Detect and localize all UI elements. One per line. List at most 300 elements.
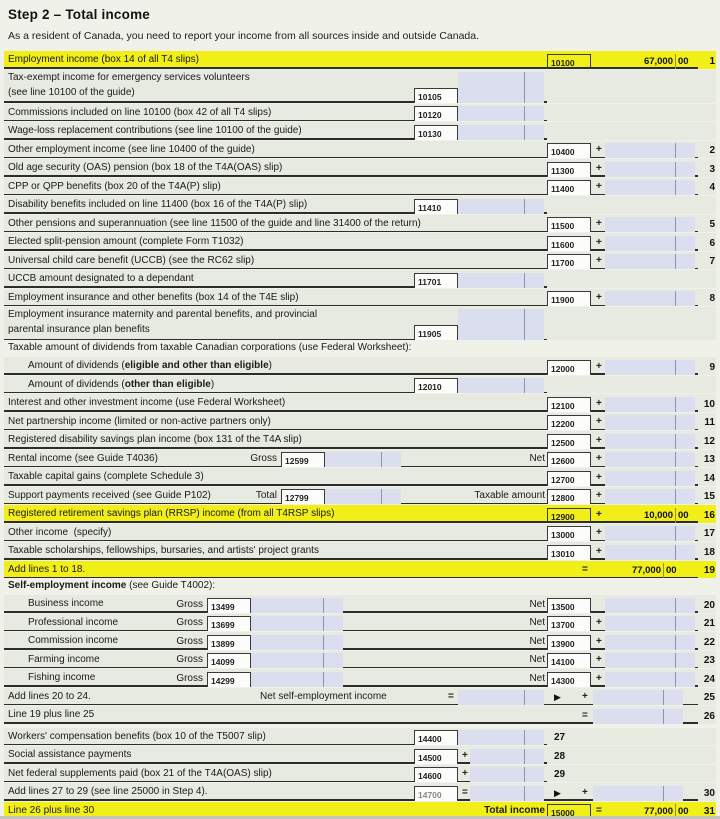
amount-cents xyxy=(524,749,544,764)
amount-cents xyxy=(663,786,683,801)
amount-cents xyxy=(524,690,544,705)
amount-cents xyxy=(675,254,695,269)
amount-field[interactable] xyxy=(605,143,695,158)
row-underline xyxy=(4,373,698,374)
line-code-box: 12010 xyxy=(414,378,458,393)
row-label: Other employment income (see line 10400 of the guide) xyxy=(8,143,255,155)
row-label: Registered disability savings plan income (box 131 of the T4A slip) xyxy=(8,434,302,445)
amount-cents xyxy=(524,730,544,745)
row-label: Employment insurance maternity and parental benefits, and provincial xyxy=(8,309,318,320)
form-row-fishing-income xyxy=(4,669,716,687)
amount-field[interactable] xyxy=(605,54,695,69)
line-number: 15 xyxy=(703,491,715,502)
row-underline xyxy=(4,410,698,411)
row-label: Disability benefits included on line 11400 (box 16 of the T4A(P) slip) xyxy=(8,199,308,210)
operator-sign: + xyxy=(596,144,602,155)
mid-field-label: Gross xyxy=(250,453,277,464)
line-number: 26 xyxy=(703,710,715,722)
row-underline xyxy=(4,249,698,250)
amount-field[interactable] xyxy=(605,217,695,232)
form-row-rental-income xyxy=(4,450,716,468)
amount-field[interactable] xyxy=(605,653,695,668)
amount-field[interactable] xyxy=(325,489,401,504)
amount-cents xyxy=(675,291,695,306)
mid-field-label: Gross xyxy=(176,672,203,684)
form-rows xyxy=(0,51,720,819)
row-label: Add lines 27 to 29 (see line 25000 in Step 4). xyxy=(8,786,208,797)
line-code-box: 14100 xyxy=(547,653,591,668)
amount-cents xyxy=(675,143,695,158)
row-label xyxy=(8,580,215,592)
line-number: 17 xyxy=(703,528,715,539)
amount-field[interactable] xyxy=(458,199,544,214)
line-code-box: 14400 xyxy=(414,730,458,745)
amount-dollars xyxy=(251,598,323,613)
amount-cents: 00 xyxy=(663,563,683,578)
operator-sign: + xyxy=(582,691,588,702)
operator-sign: + xyxy=(596,672,602,684)
form-row-other-employment-income xyxy=(4,141,716,159)
line-number: 12 xyxy=(703,435,715,447)
row-underline xyxy=(4,648,698,649)
amount-cents xyxy=(675,489,695,504)
amount-cents xyxy=(524,106,544,121)
line-number: 5 xyxy=(709,219,715,230)
row-label: Net federal supplements paid (box 21 of the T4A(OAS) slip) xyxy=(8,767,272,779)
amount-cents xyxy=(323,598,343,613)
amount-dollars xyxy=(605,616,675,631)
mid-field-label: Gross xyxy=(176,654,203,665)
operator-sign: + xyxy=(462,749,468,761)
amount-field[interactable] xyxy=(470,767,544,782)
form-row-add-lines-20-24 xyxy=(4,688,716,706)
row-label: Line 19 plus line 25 xyxy=(8,709,95,720)
row-label: Other income (specify) xyxy=(8,526,112,538)
amount-field[interactable] xyxy=(251,672,343,687)
line-number: 28 xyxy=(554,750,566,762)
operator-sign: + xyxy=(596,545,602,557)
amount-cents xyxy=(675,526,695,541)
line-code-box: 13499 xyxy=(207,598,251,613)
mid-text: Net self-employment income xyxy=(260,691,387,702)
row-underline xyxy=(4,484,698,485)
form-row-rdsp-income xyxy=(4,431,716,449)
form-row-add-lines-1-18 xyxy=(4,561,716,579)
form-row-interest-investment-income xyxy=(4,394,716,412)
row-label: Registered retirement savings plan (RRSP) income (from all T4RSP slips) xyxy=(8,508,335,519)
amount-dollars xyxy=(605,526,675,541)
line-code-box: 13899 xyxy=(207,635,251,650)
line-number: 9 xyxy=(709,361,715,373)
amount-field[interactable] xyxy=(605,635,695,650)
amount-dollars xyxy=(458,273,524,288)
amount-field[interactable] xyxy=(458,273,544,288)
line-code-box: 14099 xyxy=(207,653,251,668)
amount-dollars xyxy=(470,767,524,782)
amount-dollars xyxy=(325,489,381,504)
amount-cents xyxy=(675,598,695,613)
line-code-box: 12200 xyxy=(547,415,591,430)
right-field-label: Net xyxy=(529,598,545,610)
right-field-label: Taxable amount xyxy=(474,490,545,501)
line-code-box: 14500 xyxy=(414,749,458,764)
amount-dollars xyxy=(605,489,675,504)
operator-sign: + xyxy=(596,397,602,409)
form-row-dividends-header xyxy=(4,341,716,356)
line-code-box: 13500 xyxy=(547,598,591,613)
amount-field[interactable] xyxy=(605,180,695,195)
line-number: 30 xyxy=(703,787,715,799)
page-title: Step 2 – Total income xyxy=(8,7,150,22)
amount-field[interactable] xyxy=(458,125,544,140)
row-underline xyxy=(4,521,698,522)
form-row-net-partnership-income xyxy=(4,413,716,431)
right-field-label: Net xyxy=(529,617,545,628)
operator-sign: + xyxy=(582,786,588,798)
amount-field[interactable] xyxy=(605,236,695,251)
line-number: 14 xyxy=(703,472,715,484)
line-code-box: 12100 xyxy=(547,397,591,412)
row-underline xyxy=(4,175,698,176)
line-number: 4 xyxy=(709,182,715,193)
amount-dollars xyxy=(605,598,675,613)
operator-sign: + xyxy=(596,218,602,229)
label-pre: Amount of dividends ( xyxy=(28,360,125,371)
amount-cents xyxy=(663,690,683,705)
form-row-taxable-capital-gains xyxy=(4,468,716,486)
form-row-line-19-plus-25 xyxy=(4,706,716,724)
operator-sign: + xyxy=(596,471,602,483)
amount-field[interactable] xyxy=(325,452,401,467)
operator-sign: + xyxy=(596,490,602,501)
form-row-support-payments-received xyxy=(4,487,716,505)
line-code-box: 11700 xyxy=(547,254,591,269)
line-code-box: 10400 xyxy=(547,143,591,158)
amount-dollars xyxy=(605,162,675,177)
amount-field[interactable] xyxy=(593,690,683,705)
operator-sign: + xyxy=(596,654,602,665)
amount-dollars xyxy=(458,730,524,745)
row-label: Business income xyxy=(28,598,104,609)
amount-field[interactable] xyxy=(605,598,695,613)
right-field-label: Net xyxy=(529,672,545,684)
line-code-box: 13000 xyxy=(547,526,591,541)
operator-sign: + xyxy=(596,360,602,372)
amount-cents xyxy=(323,616,343,631)
amount-field[interactable] xyxy=(605,616,695,631)
amount-dollars: 77,000 xyxy=(631,565,661,576)
line-code-box: 13699 xyxy=(207,616,251,631)
amount-field[interactable] xyxy=(605,162,695,177)
amount-dollars xyxy=(605,291,675,306)
form-row-social-assistance xyxy=(4,746,716,764)
line-number: 29 xyxy=(554,769,566,780)
row-underline xyxy=(4,157,698,158)
amount-dollars xyxy=(605,545,675,560)
amount-dollars xyxy=(458,378,524,393)
form-row-line-26-plus-30 xyxy=(4,802,716,819)
amount-dollars xyxy=(605,360,675,375)
row-label xyxy=(28,379,214,391)
line-number: 23 xyxy=(703,655,715,666)
amount-field[interactable] xyxy=(458,106,544,121)
amount-field[interactable] xyxy=(458,378,544,393)
line-code-box: 12500 xyxy=(547,434,591,449)
row-label: Universal child care benefit (UCCB) (see the RC62 slip) xyxy=(8,254,255,266)
row-underline xyxy=(4,540,698,541)
amount-dollars xyxy=(251,616,323,631)
amount-cents xyxy=(675,616,695,631)
amount-field[interactable] xyxy=(470,749,544,764)
row-underline xyxy=(4,268,698,269)
line-code-box: 11900 xyxy=(547,291,591,306)
amount-cents: 00 xyxy=(675,804,695,819)
line-code-box: 12900 xyxy=(547,508,591,523)
amount-dollars xyxy=(458,125,524,140)
amount-field[interactable] xyxy=(605,804,695,819)
line-code-box: 11500 xyxy=(547,217,591,232)
operator-sign: + xyxy=(596,162,602,174)
row-label: Wage-loss replacement contributions (see line 10100 of the guide) xyxy=(8,125,302,136)
operator-sign: = xyxy=(582,564,588,575)
amount-field[interactable] xyxy=(593,709,683,724)
amount-field[interactable] xyxy=(605,545,695,560)
amount-field[interactable] xyxy=(605,360,695,375)
line-code-box: 12599 xyxy=(281,452,325,467)
line-number: 27 xyxy=(554,732,566,743)
line-code-box: 12600 xyxy=(547,452,591,467)
form-row-tax-exempt-emergency-volunteer-income xyxy=(4,70,716,103)
form-row-employment-income xyxy=(4,51,716,69)
amount-field[interactable] xyxy=(605,471,695,486)
line-number: 10 xyxy=(703,398,715,410)
carry-forward-arrow-icon: ▶ xyxy=(554,787,561,798)
right-field-label: Net xyxy=(529,635,545,647)
amount-cents xyxy=(675,545,695,560)
amount-field[interactable] xyxy=(458,730,544,745)
amount-cents xyxy=(675,653,695,668)
amount-dollars xyxy=(605,653,675,668)
operator-sign: + xyxy=(596,255,602,266)
amount-cents xyxy=(675,180,695,195)
amount-dollars xyxy=(470,749,524,764)
amount-dollars xyxy=(593,690,663,705)
amount-dollars xyxy=(251,653,323,668)
line-code-box: 14300 xyxy=(547,672,591,687)
amount-cents xyxy=(323,653,343,668)
form-row-taxable-scholarships xyxy=(4,542,716,560)
operator-sign: = xyxy=(596,805,602,816)
line-code-box: 13010 xyxy=(547,545,591,560)
form-row-other-income xyxy=(4,524,716,542)
line-number: 2 xyxy=(709,145,715,156)
line-number: 20 xyxy=(703,599,715,611)
label-post: ) xyxy=(210,378,215,390)
row-underline xyxy=(4,611,698,612)
amount-dollars xyxy=(605,672,675,687)
line-code-box: 11701 xyxy=(414,273,458,288)
row-label: Commissions included on line 10100 (box 42 of all T4 slips) xyxy=(8,106,272,118)
amount-field[interactable] xyxy=(593,786,683,801)
line-number: 31 xyxy=(703,806,715,817)
amount-field[interactable] xyxy=(458,72,544,103)
line-number: 11 xyxy=(704,417,715,428)
row-underline xyxy=(4,558,698,559)
amount-dollars xyxy=(458,199,524,214)
amount-cents xyxy=(323,672,343,687)
row-label: Elected split-pension amount (complete Form T1032) xyxy=(8,236,244,247)
form-row-self-employment-header xyxy=(4,579,716,594)
amount-cents: 00 xyxy=(675,54,695,69)
row-underline xyxy=(4,762,547,763)
amount-field[interactable] xyxy=(470,786,544,801)
amount-dollars: 77,000 xyxy=(643,806,673,817)
row-label: Taxable scholarships, fellowships, bursaries, and artists' project grants xyxy=(8,545,319,556)
line-code-box: 13700 xyxy=(547,616,591,631)
operator-sign: + xyxy=(596,453,602,464)
row-label: Old age security (OAS) pension (box 18 of the T4A(OAS) slip) xyxy=(8,162,283,173)
amount-cents xyxy=(381,489,401,504)
amount-field[interactable] xyxy=(605,489,695,504)
line-code-box: 12700 xyxy=(547,471,591,486)
amount-cents xyxy=(524,378,544,393)
amount-dollars xyxy=(605,434,675,449)
line-number: 13 xyxy=(703,454,715,465)
amount-dollars xyxy=(605,180,675,195)
line-code-box: 14299 xyxy=(207,672,251,687)
row-label: Taxable amount of dividends from taxable Canadian corporations (use Federal Worksheet): xyxy=(8,342,412,353)
row-label: Line 26 plus line 30 xyxy=(8,804,95,816)
row-label: Employment income (box 14 of all T4 slips) xyxy=(8,54,200,65)
row-underline xyxy=(4,194,698,195)
line-code-box: 11400 xyxy=(547,180,591,195)
amount-cents xyxy=(675,452,695,467)
operator-sign: + xyxy=(596,617,602,628)
amount-dollars xyxy=(593,709,663,724)
amount-field[interactable] xyxy=(605,526,695,541)
amount-field[interactable] xyxy=(593,563,683,578)
amount-dollars: 67,000 xyxy=(643,55,673,67)
amount-field[interactable] xyxy=(251,635,343,650)
line-code-box: 14600 xyxy=(414,767,458,782)
form-row-dividends-other-than-eligible xyxy=(4,376,716,394)
line-code-box: 11410 xyxy=(414,199,458,214)
operator-sign: + xyxy=(462,768,468,779)
line-code-box: 11600 xyxy=(547,236,591,251)
row-label: Commission income xyxy=(28,635,119,646)
form-row-other-pensions-superannuation xyxy=(4,215,716,233)
row-label: Rental income (see Guide T4036) xyxy=(8,452,158,464)
amount-cents xyxy=(675,217,695,232)
operator-sign: + xyxy=(596,181,602,192)
form-row-workers-compensation xyxy=(4,728,716,746)
amount-cents xyxy=(663,709,683,724)
row-underline xyxy=(4,231,698,232)
right-field-label: Total income xyxy=(484,805,545,816)
row-underline xyxy=(4,67,698,68)
line-number: 8 xyxy=(709,293,715,304)
row-label: Farming income xyxy=(28,653,100,665)
amount-field[interactable] xyxy=(458,309,544,340)
form-row-disability-benefits xyxy=(4,196,716,214)
amount-field[interactable] xyxy=(605,415,695,430)
row-label: Taxable capital gains (complete Schedule 3) xyxy=(8,471,204,482)
form-row-farming-income xyxy=(4,651,716,669)
amount-cents xyxy=(675,397,695,412)
amount-cents xyxy=(524,125,544,140)
line-code-box: 10100 xyxy=(547,54,591,69)
amount-dollars xyxy=(605,217,675,232)
row-label: Social assistance payments xyxy=(8,749,132,760)
amount-cents xyxy=(381,452,401,467)
form-row-oas-pension xyxy=(4,159,716,177)
row-label: Interest and other investment income (use Federal Worksheet) xyxy=(8,397,286,408)
line-number: 24 xyxy=(703,673,715,685)
amount-field[interactable] xyxy=(605,508,695,523)
amount-dollars xyxy=(593,786,663,801)
amount-field[interactable] xyxy=(605,452,695,467)
form-row-dividends-eligible-and-other xyxy=(4,357,716,375)
amount-dollars: 10,000 xyxy=(643,509,673,521)
row-underline xyxy=(4,305,698,306)
form-row-net-federal-supplements xyxy=(4,765,716,783)
line-number: 18 xyxy=(703,546,715,558)
form-row-uccb-designated-dependant xyxy=(4,270,716,288)
row-label: Employment insurance and other benefits (box 14 of the T4E slip) xyxy=(8,291,299,303)
amount-field[interactable] xyxy=(605,254,695,269)
line-code-box: 11300 xyxy=(547,162,591,177)
operator-sign: + xyxy=(596,434,602,446)
form-row-cpp-qpp-benefits xyxy=(4,178,716,196)
operator-sign: + xyxy=(596,236,602,248)
amount-field[interactable] xyxy=(251,598,343,613)
amount-field[interactable] xyxy=(458,690,544,705)
mid-field-label: Gross xyxy=(176,617,203,628)
line-code-box: 11905 xyxy=(414,325,458,340)
amount-field[interactable] xyxy=(605,672,695,687)
amount-cents xyxy=(675,471,695,486)
amount-field[interactable] xyxy=(605,397,695,412)
amount-dollars xyxy=(605,452,675,467)
amount-dollars xyxy=(605,397,675,412)
amount-dollars xyxy=(605,236,675,251)
amount-cents xyxy=(524,767,544,782)
operator-sign: + xyxy=(596,508,602,520)
line-code-box: 15000 xyxy=(547,804,591,819)
amount-field[interactable] xyxy=(605,434,695,449)
line-code-box: 12000 xyxy=(547,360,591,375)
row-label: Other pensions and superannuation (see line 11500 of the guide and line 31400 of the return) xyxy=(8,217,421,229)
amount-field[interactable] xyxy=(251,616,343,631)
label-post: (see Guide T4002): xyxy=(126,580,216,591)
label-bold: Self-employment income xyxy=(8,580,127,591)
form-row-elected-split-pension xyxy=(4,233,716,251)
row-label: Tax-exempt income for emergency services volunteers xyxy=(8,71,250,83)
form-row-ei-other-benefits xyxy=(4,289,716,307)
mid-field-label: Total xyxy=(255,490,277,501)
row-label: UCCB amount designated to a dependant xyxy=(8,273,194,284)
line-number: 19 xyxy=(703,565,715,576)
operator-sign: + xyxy=(596,292,602,303)
amount-dollars xyxy=(458,690,524,705)
label-bold: eligible and other than eligible xyxy=(124,360,269,371)
operator-sign: = xyxy=(448,691,454,702)
amount-field[interactable] xyxy=(605,291,695,306)
line-number: 16 xyxy=(703,509,715,521)
amount-dollars xyxy=(458,106,524,121)
amount-dollars xyxy=(325,452,381,467)
amount-field[interactable] xyxy=(251,653,343,668)
